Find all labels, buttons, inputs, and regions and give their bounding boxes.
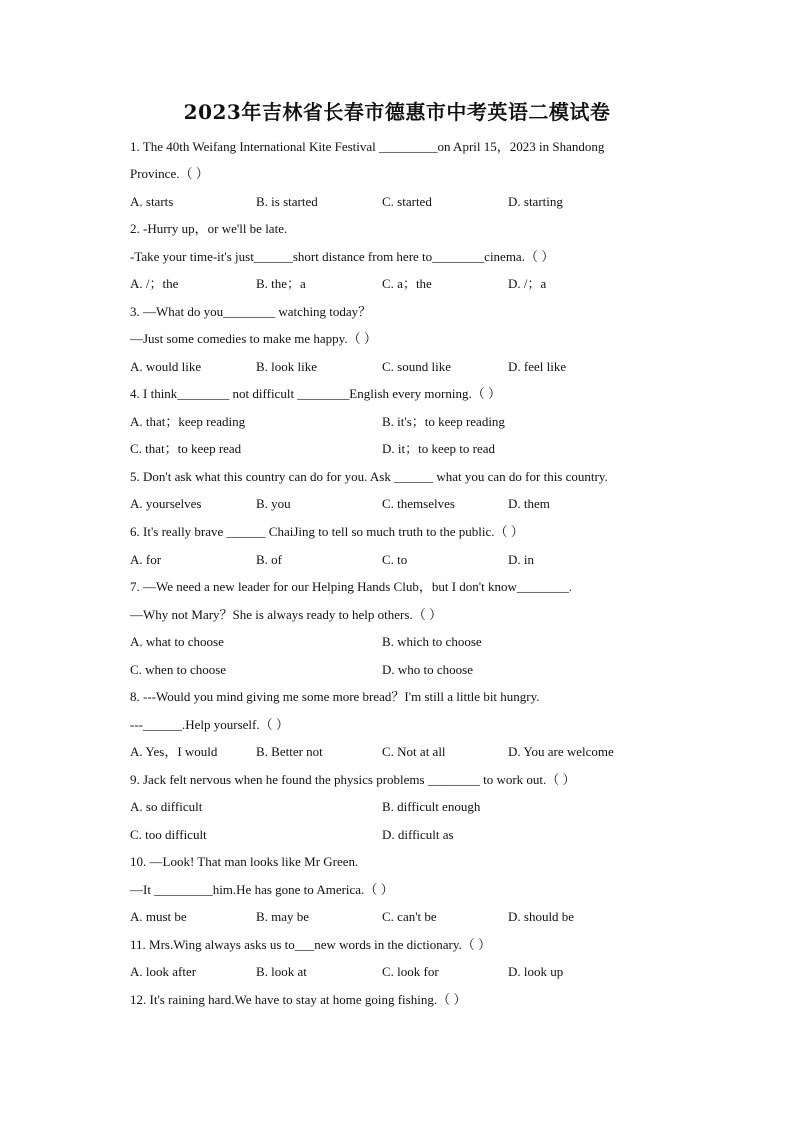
option-c[interactable]: C. a；the [382, 276, 432, 291]
option-b[interactable]: B. difficult enough [382, 799, 481, 814]
option-a[interactable]: A. yourselves [130, 496, 202, 511]
option-c[interactable]: C. can't be [382, 909, 437, 924]
option-a[interactable]: A. would like [130, 359, 202, 374]
question-10-stem-cont: —It _________him.He has gone to America.（ ） [130, 882, 394, 897]
question-7-stem: 7. —We need a new leader for our Helping Hands Club，but I don't know________. [130, 579, 573, 594]
question-8-stem: 8. ---Would you mind giving me some more bread？I'm still a little bit hungry. [130, 689, 540, 704]
option-c[interactable]: C. look for [382, 964, 439, 979]
option-c[interactable]: C. started [382, 194, 432, 209]
option-a[interactable]: A. what to choose [130, 634, 224, 649]
option-d[interactable]: D. /；a [508, 276, 547, 291]
option-a[interactable]: A. that；keep reading [130, 414, 246, 429]
option-d[interactable]: D. it；to keep to read [382, 441, 495, 456]
question-4-stem: 4. I think________ not difficult ________English every morning.（ ） [130, 386, 501, 401]
question-5-stem: 5. Don't ask what this country can do for you. Ask ______ what you can do for this country. [130, 469, 608, 484]
option-d[interactable]: D. feel like [508, 359, 567, 374]
option-b[interactable]: B. it's；to keep reading [382, 414, 505, 429]
question-8-stem-cont: ---______.Help yourself.（ ） [130, 717, 289, 732]
question-12-stem: 12. It's raining hard.We have to stay at home going fishing.（ ） [130, 992, 467, 1007]
option-d[interactable]: D. who to choose [382, 662, 473, 677]
option-c[interactable]: C. too difficult [130, 827, 207, 842]
option-b[interactable]: B. you [256, 496, 291, 511]
option-c[interactable]: C. that；to keep read [130, 441, 242, 456]
option-b[interactable]: B. look like [256, 359, 318, 374]
option-d[interactable]: D. should be [508, 909, 575, 924]
option-a[interactable]: A. starts [130, 194, 174, 209]
option-d[interactable]: D. You are welcome [508, 744, 614, 759]
option-d[interactable]: D. them [508, 496, 550, 511]
option-a[interactable]: A. for [130, 552, 162, 567]
question-6-stem: 6. It's really brave ______ ChaiJing to tell so much truth to the public.（ ） [130, 524, 524, 539]
option-a[interactable]: A. /；the [130, 276, 179, 291]
option-c[interactable]: C. to [382, 552, 408, 567]
option-c[interactable]: C. Not at all [382, 744, 446, 759]
option-b[interactable]: B. of [256, 552, 282, 567]
option-b[interactable]: B. the；a [256, 276, 306, 291]
option-c[interactable]: C. themselves [382, 496, 455, 511]
question-1-stem: 1. The 40th Weifang International Kite Festival _________on April 15，2023 in Shandong [130, 139, 605, 154]
question-2-stem: 2. -Hurry up，or we'll be late. [130, 221, 288, 236]
question-9-stem: 9. Jack felt nervous when he found the physics problems ________ to work out.（ ） [130, 772, 576, 787]
option-b[interactable]: B. may be [256, 909, 310, 924]
option-b[interactable]: B. is started [256, 194, 318, 209]
option-a[interactable]: A. so difficult [130, 799, 203, 814]
page-title: 2023年吉林省长春市德惠市中考英语二模试卷 [183, 100, 611, 124]
option-b[interactable]: B. look at [256, 964, 307, 979]
question-11-stem: 11. Mrs.Wing always asks us to___new words in the dictionary.（ ） [130, 937, 492, 952]
question-7-stem-cont: —Why not Mary？She is always ready to help others.（ ） [130, 607, 442, 622]
question-1-stem-cont: Province.（ ） [130, 166, 209, 181]
option-d[interactable]: D. starting [508, 194, 563, 209]
question-3-stem: 3. —What do you________ watching today？ [130, 304, 372, 319]
question-3-stem-cont: —Just some comedies to make me happy.（ ） [130, 331, 377, 346]
option-b[interactable]: B. which to choose [382, 634, 482, 649]
option-d[interactable]: D. difficult as [382, 827, 454, 842]
option-c[interactable]: C. sound like [382, 359, 451, 374]
question-10-stem: 10. —Look! That man looks like Mr Green. [130, 854, 359, 869]
option-a[interactable]: A. must be [130, 909, 187, 924]
question-2-stem-cont: -Take your time-it's just______short distance from here to________cinema.（ ） [130, 249, 555, 264]
option-a[interactable]: A. look after [130, 964, 197, 979]
option-c[interactable]: C. when to choose [130, 662, 227, 677]
option-a[interactable]: A. Yes，I would [130, 744, 218, 759]
option-b[interactable]: B. Better not [256, 744, 323, 759]
option-d[interactable]: D. look up [508, 964, 564, 979]
option-d[interactable]: D. in [508, 552, 534, 567]
